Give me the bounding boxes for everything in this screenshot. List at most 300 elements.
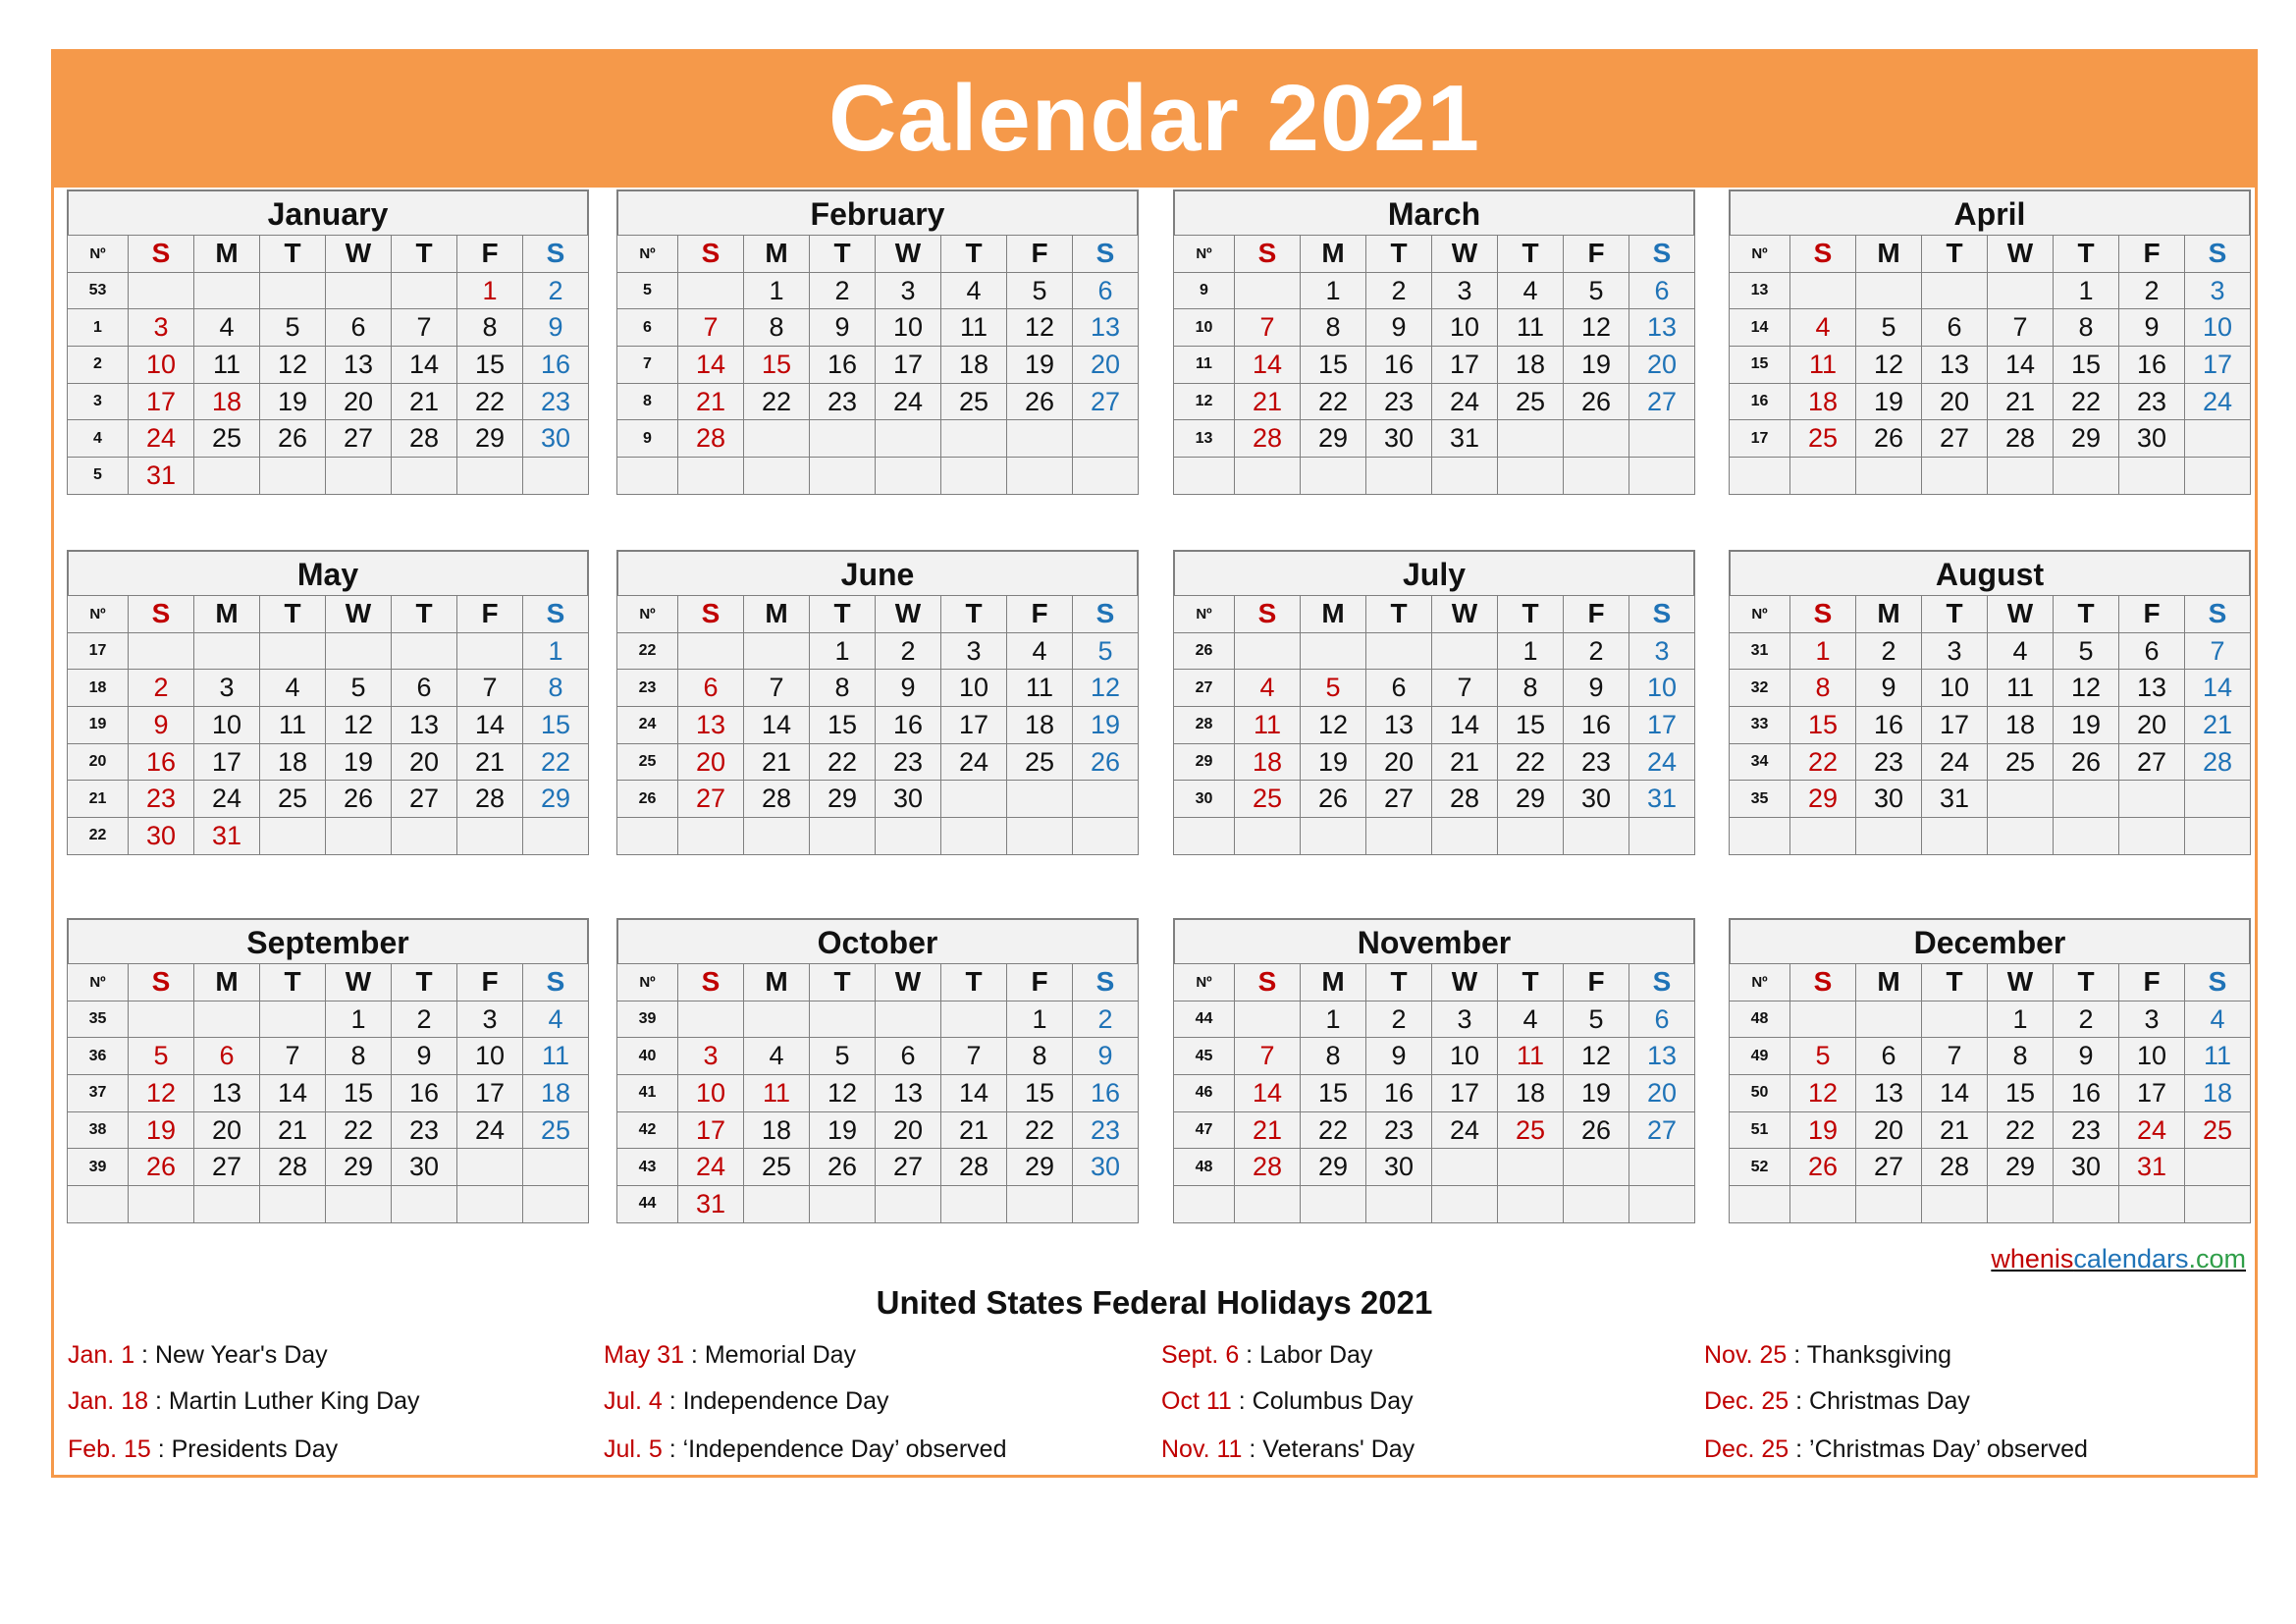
weekday-header: W [1988, 236, 2054, 273]
day-cell [1073, 781, 1139, 818]
day-cell: 1 [326, 1001, 392, 1038]
day-cell [2119, 818, 2185, 855]
day-cell: 21 [1432, 743, 1498, 781]
holiday-name: ’Christmas Day’ observed [1809, 1435, 2088, 1463]
day-cell: 16 [523, 347, 589, 384]
day-cell: 19 [1301, 743, 1366, 781]
day-cell: 2 [2119, 272, 2185, 309]
day-cell: 15 [2054, 347, 2119, 384]
week-row [1730, 1111, 2251, 1149]
day-cell: 9 [2119, 309, 2185, 347]
day-cell [260, 1186, 326, 1223]
week-number: 6 [617, 309, 678, 347]
day-cell [523, 1149, 589, 1186]
day-cell: 21 [1235, 1111, 1301, 1149]
day-cell: 24 [129, 420, 194, 458]
day-cell [744, 1001, 810, 1038]
day-cell: 14 [678, 347, 744, 384]
day-cell: 25 [941, 383, 1007, 420]
calendar-title: Calendar 2021 [51, 49, 2258, 188]
weekday-header: T [1498, 596, 1564, 633]
holiday-date: Jan. 18 [68, 1387, 149, 1415]
day-cell: 14 [392, 347, 457, 384]
day-cell: 28 [392, 420, 457, 458]
week-number: 9 [617, 420, 678, 458]
day-cell [678, 632, 744, 670]
day-cell: 18 [1988, 707, 2054, 744]
day-cell: 24 [678, 1149, 744, 1186]
day-cell: 4 [1498, 1001, 1564, 1038]
week-number: 43 [617, 1149, 678, 1186]
weekday-header: S [678, 964, 744, 1001]
week-row [1174, 458, 1695, 495]
week-row [68, 420, 589, 458]
day-cell [1564, 1186, 1629, 1223]
day-cell [2119, 1186, 2185, 1223]
week-row [68, 309, 589, 347]
week-number [1730, 818, 1790, 855]
month-name: July [1173, 550, 1695, 595]
week-number-header: Nº [1730, 236, 1790, 273]
day-cell: 18 [941, 347, 1007, 384]
holiday-item [604, 1435, 1006, 1464]
week-row [1730, 383, 2251, 420]
week-number-header: Nº [617, 964, 678, 1001]
day-cell: 5 [1073, 632, 1139, 670]
day-cell: 12 [129, 1075, 194, 1112]
day-cell: 11 [1007, 670, 1073, 707]
weekday-header: T [941, 964, 1007, 1001]
day-cell: 27 [1629, 1111, 1695, 1149]
weekday-header: S [2185, 596, 2251, 633]
day-cell [1498, 420, 1564, 458]
weekday-header: F [1007, 596, 1073, 633]
month-name: February [616, 189, 1139, 235]
day-cell: 25 [523, 1111, 589, 1149]
weekday-header: T [810, 596, 876, 633]
week-number-header: Nº [68, 964, 129, 1001]
day-cell: 18 [1790, 383, 1856, 420]
day-cell: 25 [1498, 1111, 1564, 1149]
month-name: November [1173, 918, 1695, 963]
day-cell: 9 [2054, 1038, 2119, 1075]
weekday-header: W [326, 596, 392, 633]
day-cell [941, 818, 1007, 855]
day-cell [260, 458, 326, 495]
day-cell: 31 [1432, 420, 1498, 458]
day-cell: 31 [129, 458, 194, 495]
day-cell [392, 272, 457, 309]
month-march [1173, 189, 1695, 495]
day-cell: 12 [260, 347, 326, 384]
week-row [68, 1149, 589, 1186]
day-cell: 23 [1366, 1111, 1432, 1149]
day-cell: 21 [260, 1111, 326, 1149]
day-cell: 11 [941, 309, 1007, 347]
month-august [1729, 550, 2251, 855]
day-cell: 20 [1073, 347, 1139, 384]
day-cell: 29 [326, 1149, 392, 1186]
day-cell: 4 [260, 670, 326, 707]
day-cell: 12 [1564, 309, 1629, 347]
holiday-item [604, 1341, 856, 1370]
day-cell: 16 [2054, 1075, 2119, 1112]
day-cell: 12 [2054, 670, 2119, 707]
day-cell [1856, 272, 1922, 309]
day-cell: 23 [1366, 383, 1432, 420]
day-cell: 23 [129, 781, 194, 818]
weekday-header: T [941, 236, 1007, 273]
weekday-header: S [1790, 964, 1856, 1001]
day-cell [1301, 818, 1366, 855]
week-row [1730, 781, 2251, 818]
day-cell: 13 [2119, 670, 2185, 707]
week-number: 48 [1174, 1149, 1235, 1186]
week-number: 30 [1174, 781, 1235, 818]
day-cell [392, 1186, 457, 1223]
week-number-header: Nº [1174, 964, 1235, 1001]
week-row [1730, 347, 2251, 384]
day-cell: 23 [1564, 743, 1629, 781]
day-cell: 25 [2185, 1111, 2251, 1149]
week-number: 23 [617, 670, 678, 707]
month-grid [1729, 963, 2251, 1223]
week-number: 37 [68, 1075, 129, 1112]
day-cell: 21 [2185, 707, 2251, 744]
week-number [1730, 458, 1790, 495]
weekday-header: T [2054, 236, 2119, 273]
weekday-header: S [1629, 236, 1695, 273]
week-row [68, 458, 589, 495]
week-number: 44 [1174, 1001, 1235, 1038]
week-row [1174, 309, 1695, 347]
website-link[interactable] [1971, 1244, 2246, 1274]
week-row [617, 1038, 1139, 1075]
day-cell: 1 [457, 272, 523, 309]
day-cell [260, 1001, 326, 1038]
day-cell: 23 [2119, 383, 2185, 420]
month-name: April [1729, 189, 2251, 235]
day-cell: 28 [1235, 420, 1301, 458]
day-cell: 3 [1432, 1001, 1498, 1038]
day-cell [1922, 1001, 1988, 1038]
day-cell [129, 632, 194, 670]
day-cell: 29 [523, 781, 589, 818]
week-row [1730, 632, 2251, 670]
day-cell: 7 [1922, 1038, 1988, 1075]
weekday-header: W [1432, 236, 1498, 273]
holiday-separator: : [662, 1387, 683, 1415]
week-row [1174, 272, 1695, 309]
day-cell: 24 [194, 781, 260, 818]
day-cell: 6 [876, 1038, 941, 1075]
day-cell: 5 [2054, 632, 2119, 670]
weekday-header: F [1007, 236, 1073, 273]
holiday-separator: : [150, 1435, 172, 1463]
day-cell [678, 272, 744, 309]
day-cell: 1 [1007, 1001, 1073, 1038]
day-cell: 1 [810, 632, 876, 670]
day-cell: 30 [392, 1149, 457, 1186]
weekday-header: F [2119, 236, 2185, 273]
day-cell [260, 272, 326, 309]
day-cell [744, 458, 810, 495]
day-cell: 16 [876, 707, 941, 744]
day-cell: 10 [1432, 309, 1498, 347]
day-cell: 4 [523, 1001, 589, 1038]
weekday-header: F [1564, 236, 1629, 273]
day-cell: 8 [1301, 309, 1366, 347]
week-number: 19 [68, 707, 129, 744]
week-row [1730, 1186, 2251, 1223]
day-cell: 26 [129, 1149, 194, 1186]
day-cell [1856, 458, 1922, 495]
week-number: 46 [1174, 1075, 1235, 1112]
month-april [1729, 189, 2251, 495]
day-cell: 7 [941, 1038, 1007, 1075]
holidays-title: United States Federal Holidays 2021 [876, 1284, 1433, 1321]
week-number: 42 [617, 1111, 678, 1149]
month-grid [1729, 595, 2251, 855]
day-cell [194, 632, 260, 670]
day-cell: 3 [678, 1038, 744, 1075]
day-cell: 22 [1790, 743, 1856, 781]
week-number: 5 [617, 272, 678, 309]
day-cell: 5 [1856, 309, 1922, 347]
day-cell: 1 [2054, 272, 2119, 309]
weekday-header: S [523, 236, 589, 273]
day-cell [1073, 458, 1139, 495]
day-cell: 13 [326, 347, 392, 384]
day-cell [678, 818, 744, 855]
week-number: 41 [617, 1075, 678, 1112]
day-cell: 19 [1564, 1075, 1629, 1112]
day-cell: 8 [744, 309, 810, 347]
day-cell [744, 632, 810, 670]
month-name: May [67, 550, 589, 595]
holiday-name: Thanksgiving [1806, 1341, 1952, 1369]
week-number: 33 [1730, 707, 1790, 744]
month-january [67, 189, 589, 495]
day-cell: 12 [1856, 347, 1922, 384]
day-cell [1790, 1186, 1856, 1223]
day-cell [2054, 458, 2119, 495]
week-row [617, 1149, 1139, 1186]
day-cell: 3 [876, 272, 941, 309]
day-cell: 17 [1629, 707, 1695, 744]
week-number: 7 [617, 347, 678, 384]
month-grid [67, 963, 589, 1223]
week-row [1174, 1186, 1695, 1223]
day-cell: 24 [1922, 743, 1988, 781]
week-row [617, 347, 1139, 384]
day-cell: 21 [941, 1111, 1007, 1149]
day-cell [678, 458, 744, 495]
day-cell [1007, 818, 1073, 855]
week-number: 44 [617, 1186, 678, 1223]
day-cell [2185, 420, 2251, 458]
day-cell: 12 [810, 1075, 876, 1112]
holiday-name: Labor Day [1259, 1341, 1373, 1369]
day-cell: 30 [1856, 781, 1922, 818]
day-cell: 22 [744, 383, 810, 420]
day-cell: 13 [392, 707, 457, 744]
weekday-header: T [1498, 964, 1564, 1001]
day-cell [1498, 1186, 1564, 1223]
day-cell: 30 [876, 781, 941, 818]
day-cell: 5 [129, 1038, 194, 1075]
day-cell [876, 458, 941, 495]
weekday-header: T [1366, 964, 1432, 1001]
month-grid [1173, 595, 1695, 855]
day-cell: 7 [2185, 632, 2251, 670]
holiday-name: Presidents Day [171, 1435, 339, 1463]
week-number: 27 [1174, 670, 1235, 707]
day-cell: 20 [2119, 707, 2185, 744]
day-cell: 16 [1073, 1075, 1139, 1112]
day-cell: 9 [392, 1038, 457, 1075]
day-cell: 27 [1856, 1149, 1922, 1186]
week-row [617, 1111, 1139, 1149]
week-number: 31 [1730, 632, 1790, 670]
day-cell: 13 [194, 1075, 260, 1112]
weekday-header: W [326, 964, 392, 1001]
day-cell: 28 [941, 1149, 1007, 1186]
week-row [617, 743, 1139, 781]
day-cell: 29 [1988, 1149, 2054, 1186]
day-cell [941, 781, 1007, 818]
day-cell [1988, 458, 2054, 495]
week-number-header: Nº [68, 236, 129, 273]
weekday-header: S [523, 596, 589, 633]
week-number-header: Nº [68, 596, 129, 633]
day-cell [194, 1001, 260, 1038]
week-number: 29 [1174, 743, 1235, 781]
day-cell: 13 [1629, 309, 1695, 347]
day-cell: 26 [2054, 743, 2119, 781]
week-number: 15 [1730, 347, 1790, 384]
month-june [616, 550, 1139, 855]
day-cell: 29 [457, 420, 523, 458]
day-cell: 4 [1498, 272, 1564, 309]
week-number: 1 [68, 309, 129, 347]
week-number: 18 [68, 670, 129, 707]
weekday-header: M [1301, 964, 1366, 1001]
day-cell: 16 [1366, 1075, 1432, 1112]
day-cell: 26 [1007, 383, 1073, 420]
weekday-header: M [744, 596, 810, 633]
weekday-header: S [1073, 596, 1139, 633]
weekday-header: W [876, 236, 941, 273]
day-cell [1629, 1186, 1695, 1223]
day-cell: 10 [2185, 309, 2251, 347]
day-cell [1564, 1149, 1629, 1186]
day-cell [876, 1186, 941, 1223]
week-row [68, 781, 589, 818]
week-row [1730, 743, 2251, 781]
day-cell: 10 [1629, 670, 1695, 707]
day-cell [1629, 818, 1695, 855]
day-cell: 7 [260, 1038, 326, 1075]
weekday-header: T [260, 596, 326, 633]
weekday-header: S [523, 964, 589, 1001]
week-row [617, 420, 1139, 458]
day-cell: 18 [744, 1111, 810, 1149]
week-row [1730, 707, 2251, 744]
day-cell: 17 [1432, 347, 1498, 384]
day-cell [1007, 458, 1073, 495]
day-cell: 21 [392, 383, 457, 420]
day-cell: 10 [941, 670, 1007, 707]
day-cell: 15 [1790, 707, 1856, 744]
week-number [617, 458, 678, 495]
holiday-name: ‘Independence Day’ observed [682, 1435, 1007, 1463]
day-cell: 2 [1073, 1001, 1139, 1038]
week-number: 20 [68, 743, 129, 781]
day-cell: 15 [457, 347, 523, 384]
week-row [68, 1186, 589, 1223]
day-cell: 14 [1922, 1075, 1988, 1112]
week-number: 25 [617, 743, 678, 781]
day-cell: 15 [744, 347, 810, 384]
day-cell: 19 [326, 743, 392, 781]
day-cell: 20 [1366, 743, 1432, 781]
holiday-date: Nov. 11 [1161, 1435, 1243, 1463]
weekday-header: S [1073, 236, 1139, 273]
day-cell: 28 [260, 1149, 326, 1186]
day-cell [194, 272, 260, 309]
week-row [1174, 1001, 1695, 1038]
weekday-header: S [1629, 596, 1695, 633]
week-number: 5 [68, 458, 129, 495]
day-cell: 23 [1856, 743, 1922, 781]
week-row [1174, 420, 1695, 458]
day-cell: 14 [941, 1075, 1007, 1112]
month-grid [1173, 963, 1695, 1223]
day-cell [810, 1001, 876, 1038]
day-cell: 28 [1922, 1149, 1988, 1186]
holiday-separator: : [662, 1435, 683, 1463]
day-cell [1988, 818, 2054, 855]
week-number: 10 [1174, 309, 1235, 347]
day-cell: 11 [523, 1038, 589, 1075]
day-cell: 19 [810, 1111, 876, 1149]
day-cell [1790, 458, 1856, 495]
weekday-header: T [260, 964, 326, 1001]
month-february [616, 189, 1139, 495]
day-cell: 21 [1922, 1111, 1988, 1149]
day-cell: 6 [1073, 272, 1139, 309]
weekday-header: S [1629, 964, 1695, 1001]
holiday-date: Sept. 6 [1161, 1341, 1240, 1369]
weekday-header: S [1235, 964, 1301, 1001]
day-cell: 8 [326, 1038, 392, 1075]
day-cell: 23 [876, 743, 941, 781]
day-cell [1007, 420, 1073, 458]
day-cell: 9 [523, 309, 589, 347]
day-cell [1922, 458, 1988, 495]
day-cell: 24 [2185, 383, 2251, 420]
day-cell [1235, 818, 1301, 855]
day-cell: 3 [1432, 272, 1498, 309]
day-cell: 16 [392, 1075, 457, 1112]
day-cell: 17 [876, 347, 941, 384]
day-cell: 7 [1235, 1038, 1301, 1075]
day-cell: 1 [1301, 272, 1366, 309]
day-cell: 6 [194, 1038, 260, 1075]
day-cell: 12 [326, 707, 392, 744]
holiday-item [68, 1341, 328, 1370]
